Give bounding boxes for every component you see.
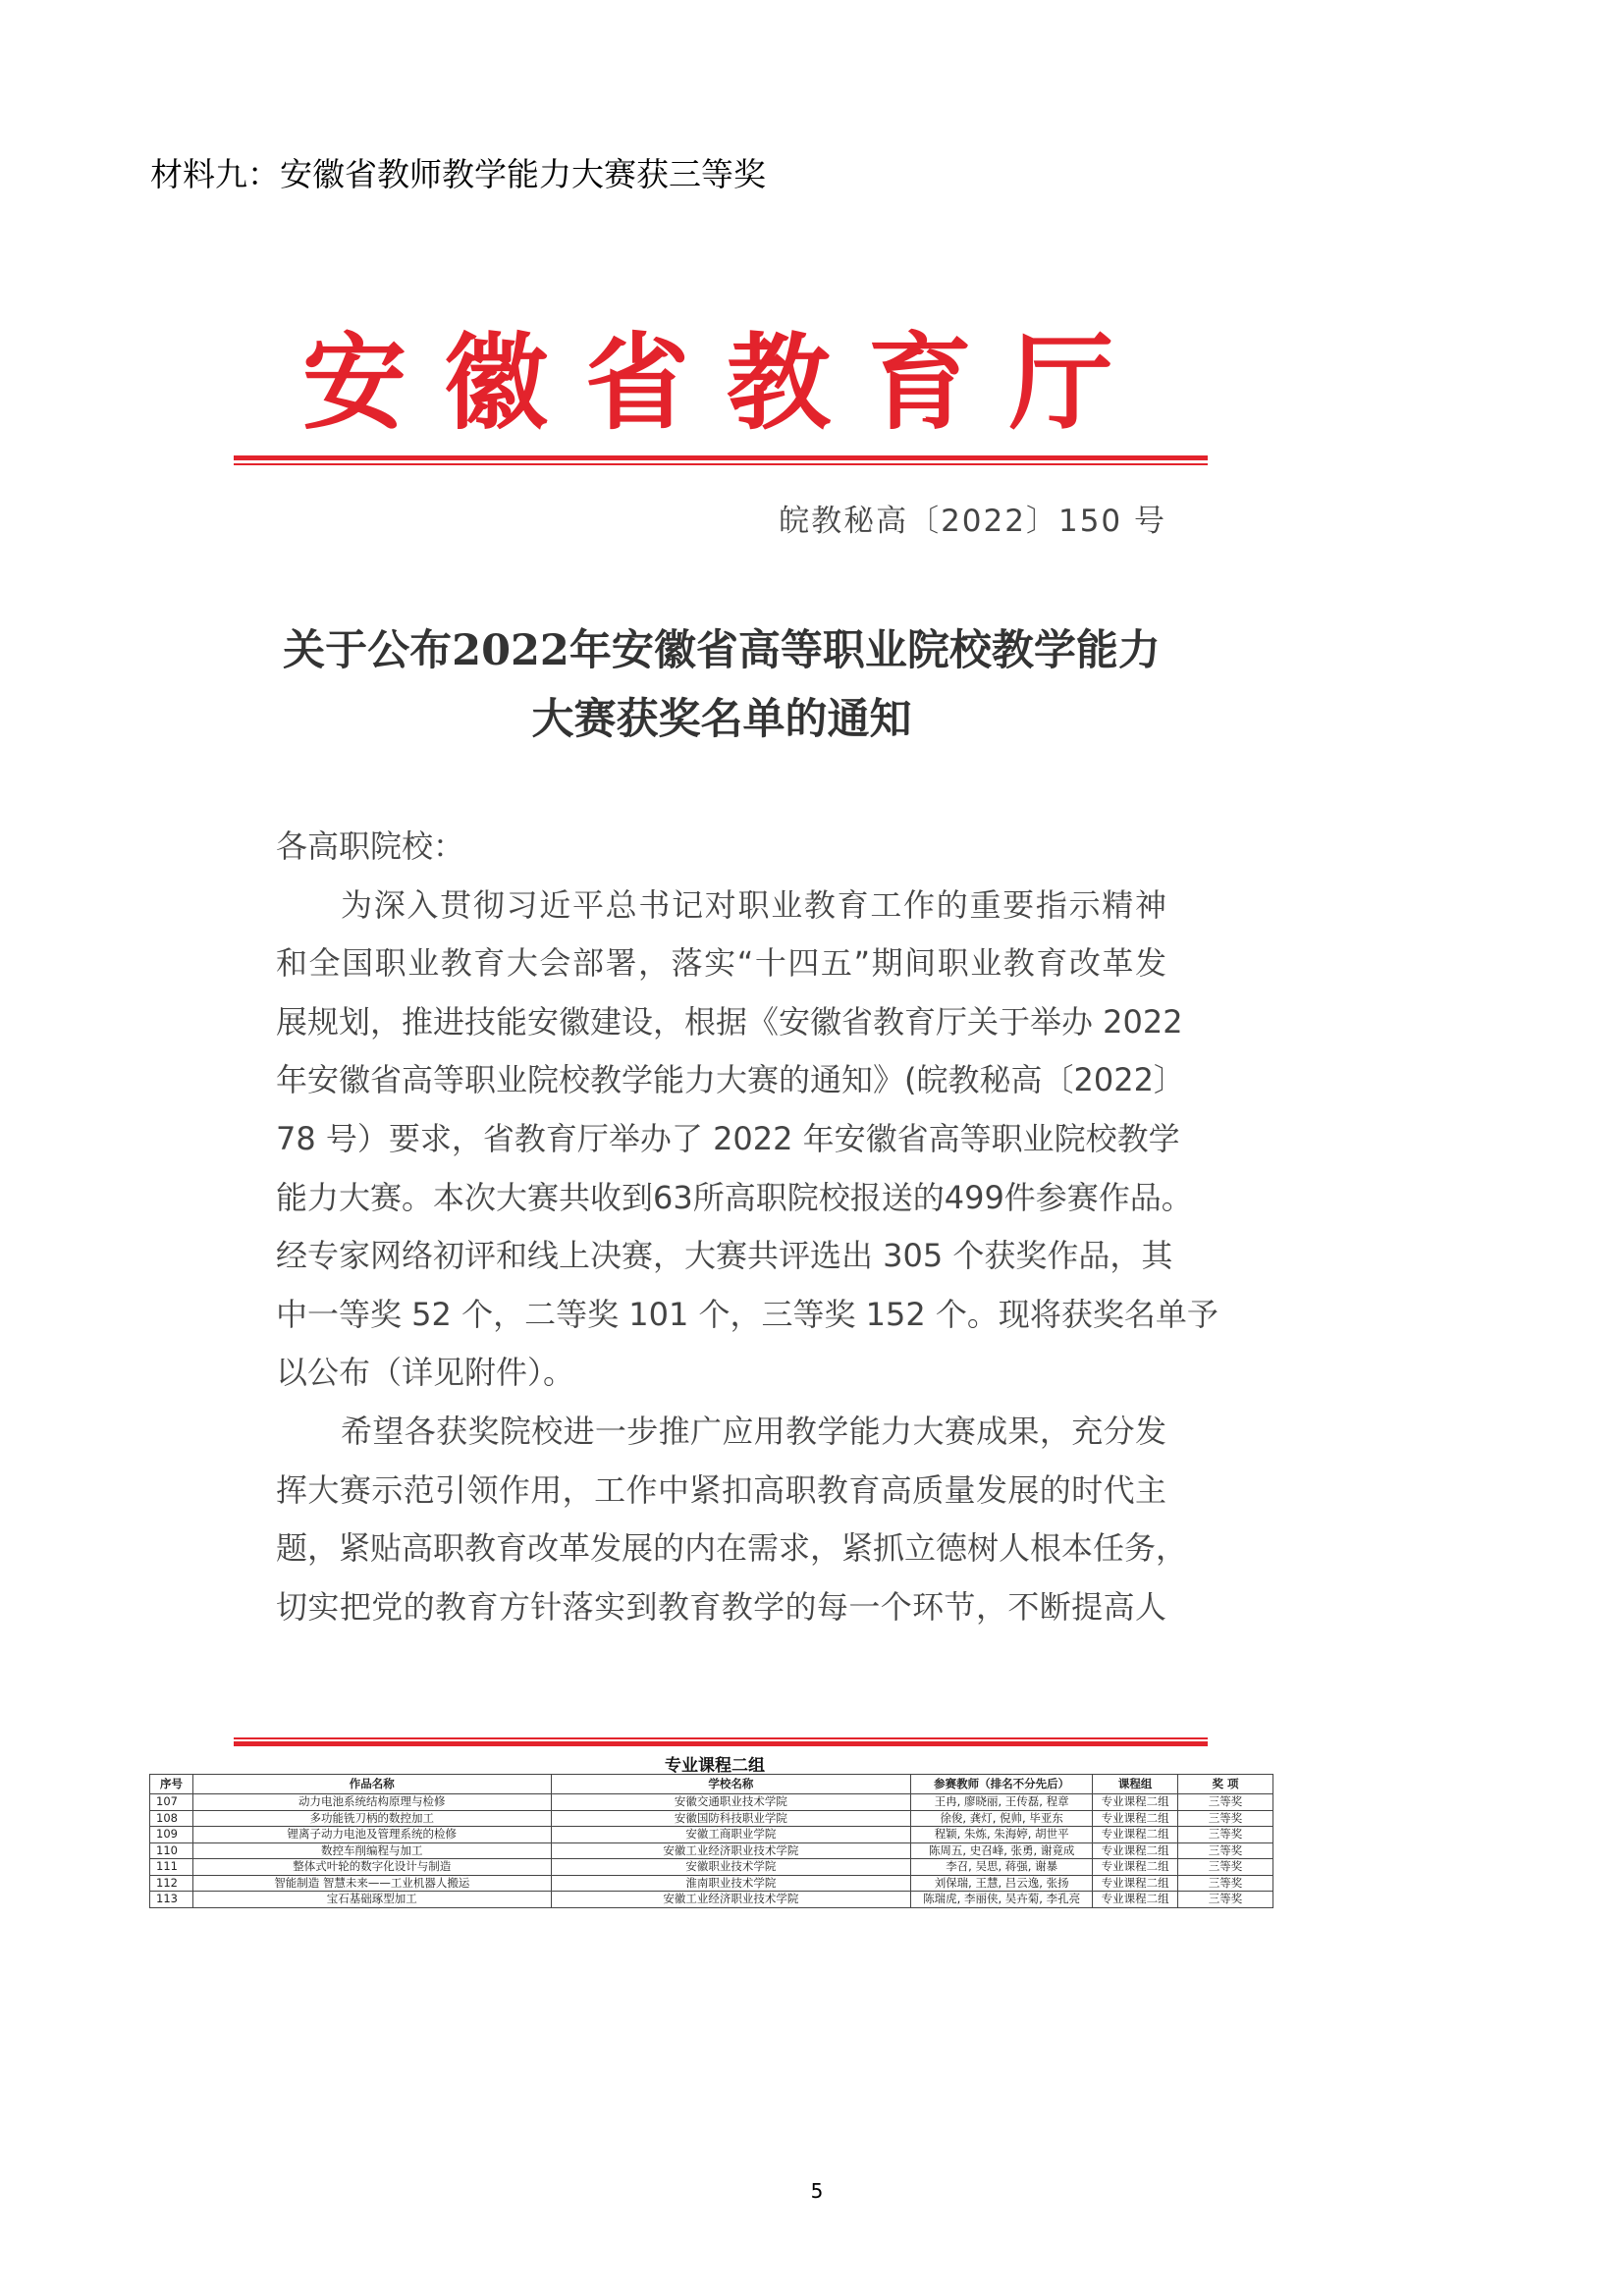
table-cell: 专业课程二组 — [1093, 1827, 1178, 1843]
table-cell: 111 — [150, 1859, 193, 1876]
table-cell: 智能制造 智慧未来——工业机器人搬运 — [192, 1875, 551, 1892]
table-cell: 专业课程二组 — [1093, 1875, 1178, 1892]
table-cell: 专业课程二组 — [1093, 1892, 1178, 1908]
paragraph-2 — [276, 1403, 1188, 1636]
table-cell: 安徽工商职业学院 — [551, 1827, 911, 1843]
table-cell: 三等奖 — [1178, 1810, 1273, 1827]
table-cell: 陈周五, 史召峰, 张勇, 谢竟成 — [911, 1842, 1093, 1859]
body-line: 经专家网络初评和线上决赛，大赛共评选出 305 个获奖作品，其 — [276, 1237, 1173, 1275]
body-line: 以公布（详见附件）。 — [276, 1354, 575, 1392]
paragraph-1 — [276, 877, 1218, 1403]
body-line: 题，紧贴高职教育改革发展的内在需求，紧抓立德树人根本任务， — [276, 1529, 1188, 1568]
body-line: 78 号）要求，省教育厅举办了 2022 年安徽省高等职业院校教学 — [276, 1119, 1180, 1157]
red-divider-top — [234, 455, 1208, 465]
table-cell: 宝石基础琢型加工 — [192, 1892, 551, 1908]
table-cell: 多功能铣刀柄的数控加工 — [192, 1810, 551, 1827]
page-number: 5 — [810, 2179, 824, 2203]
table-cell: 113 — [150, 1892, 193, 1908]
document-number: 皖教秘高〔2022〕150 号 — [779, 504, 1166, 539]
body-line: 和全国职业教育大会部署，落实“十四五”期间职业教育改革发 — [276, 944, 1166, 983]
table-cell: 安徽工业经济职业技术学院 — [551, 1842, 911, 1859]
table-cell: 李召, 吴思, 蒋强, 谢暴 — [911, 1859, 1093, 1876]
award-table — [149, 1774, 1273, 1908]
column-header: 序号 — [150, 1775, 193, 1794]
table-cell: 淮南职业技术学院 — [551, 1875, 911, 1892]
body-line: 切实把党的教育方针落实到教育教学的每一个环节，不断提高人 — [276, 1587, 1166, 1626]
body-line: 为深入贯彻习近平总书记对职业教育工作的重要指示精神 — [341, 885, 1166, 924]
title-line: 关于公布2022年安徽省高等职业院校教学能力 — [283, 626, 1161, 675]
table-cell: 陈瑞虎, 李丽侠, 吴卉菊, 李孔亮 — [911, 1892, 1093, 1908]
table-cell: 专业课程二组 — [1093, 1842, 1178, 1859]
table-cell: 三等奖 — [1178, 1875, 1273, 1892]
table-cell: 安徽交通职业技术学院 — [551, 1794, 911, 1811]
table-cell: 109 — [150, 1827, 193, 1843]
body-line: 年安徽省高等职业院校教学能力大赛的通知》(皖教秘高〔2022〕 — [276, 1061, 1185, 1099]
table-cell: 安徽工业经济职业技术学院 — [551, 1892, 911, 1908]
table-cell: 三等奖 — [1178, 1892, 1273, 1908]
material-heading: 材料九：安徽省教师教学能力大赛获三等奖 — [150, 155, 766, 193]
table-row — [150, 1794, 1273, 1811]
red-divider-bottom — [234, 1737, 1208, 1746]
document-title — [255, 616, 1188, 754]
table-row — [150, 1875, 1273, 1892]
body-line: 能力大赛。本次大赛共收到63所高职院校报送的499件参赛作品。 — [276, 1178, 1193, 1216]
table-cell: 王冉, 廖晓丽, 王传磊, 程章 — [911, 1794, 1093, 1811]
table-cell: 专业课程二组 — [1093, 1810, 1178, 1827]
body-line: 挥大赛示范引领作用，工作中紧扣高职教育高质量发展的时代主 — [276, 1470, 1166, 1509]
table-cell: 三等奖 — [1178, 1794, 1273, 1811]
salutation: 各高职院校： — [276, 828, 465, 865]
column-header: 参赛教师（排名不分先后） — [911, 1775, 1093, 1794]
table-cell: 112 — [150, 1875, 193, 1892]
table-row — [150, 1859, 1273, 1876]
table-cell: 三等奖 — [1178, 1842, 1273, 1859]
column-header: 奖 项 — [1178, 1775, 1273, 1794]
table-cell: 锂离子动力电池及管理系统的检修 — [192, 1827, 551, 1843]
issuing-org-title: 安徽省教育厅 — [302, 321, 1151, 444]
body-line: 展规划，推进技能安徽建设，根据《安徽省教育厅关于举办 2022 — [276, 1002, 1183, 1041]
table-title: 专业课程二组 — [665, 1756, 765, 1776]
table-cell: 110 — [150, 1842, 193, 1859]
table-cell: 专业课程二组 — [1093, 1794, 1178, 1811]
table-cell: 动力电池系统结构原理与检修 — [192, 1794, 551, 1811]
column-header: 课程组 — [1093, 1775, 1178, 1794]
table-cell: 107 — [150, 1794, 193, 1811]
table-header-row — [150, 1775, 1273, 1794]
table-row — [150, 1842, 1273, 1859]
table-cell: 程颖, 朱炼, 朱海婷, 胡世平 — [911, 1827, 1093, 1843]
body-line: 中一等奖 52 个，二等奖 101 个，三等奖 152 个。现将获奖名单予 — [276, 1295, 1218, 1333]
table-cell: 安徽国防科技职业学院 — [551, 1810, 911, 1827]
body-line: 希望各获奖院校进一步推广应用教学能力大赛成果，充分发 — [341, 1412, 1166, 1450]
table-cell: 三等奖 — [1178, 1827, 1273, 1843]
title-line: 大赛获奖名单的通知 — [531, 695, 912, 744]
table-row — [150, 1827, 1273, 1843]
document-body — [276, 818, 1218, 1636]
table-cell: 108 — [150, 1810, 193, 1827]
table-cell: 安徽职业技术学院 — [551, 1859, 911, 1876]
table-row — [150, 1892, 1273, 1908]
table-cell: 刘保瑞, 王慧, 吕云逸, 张扬 — [911, 1875, 1093, 1892]
column-header: 作品名称 — [192, 1775, 551, 1794]
table-cell: 徐俊, 龚灯, 倪帅, 毕亚东 — [911, 1810, 1093, 1827]
table-cell: 三等奖 — [1178, 1859, 1273, 1876]
table-cell: 整体式叶轮的数字化设计与制造 — [192, 1859, 551, 1876]
table-cell: 专业课程二组 — [1093, 1859, 1178, 1876]
table-row — [150, 1810, 1273, 1827]
column-header: 学校名称 — [551, 1775, 911, 1794]
table-cell: 数控车削编程与加工 — [192, 1842, 551, 1859]
